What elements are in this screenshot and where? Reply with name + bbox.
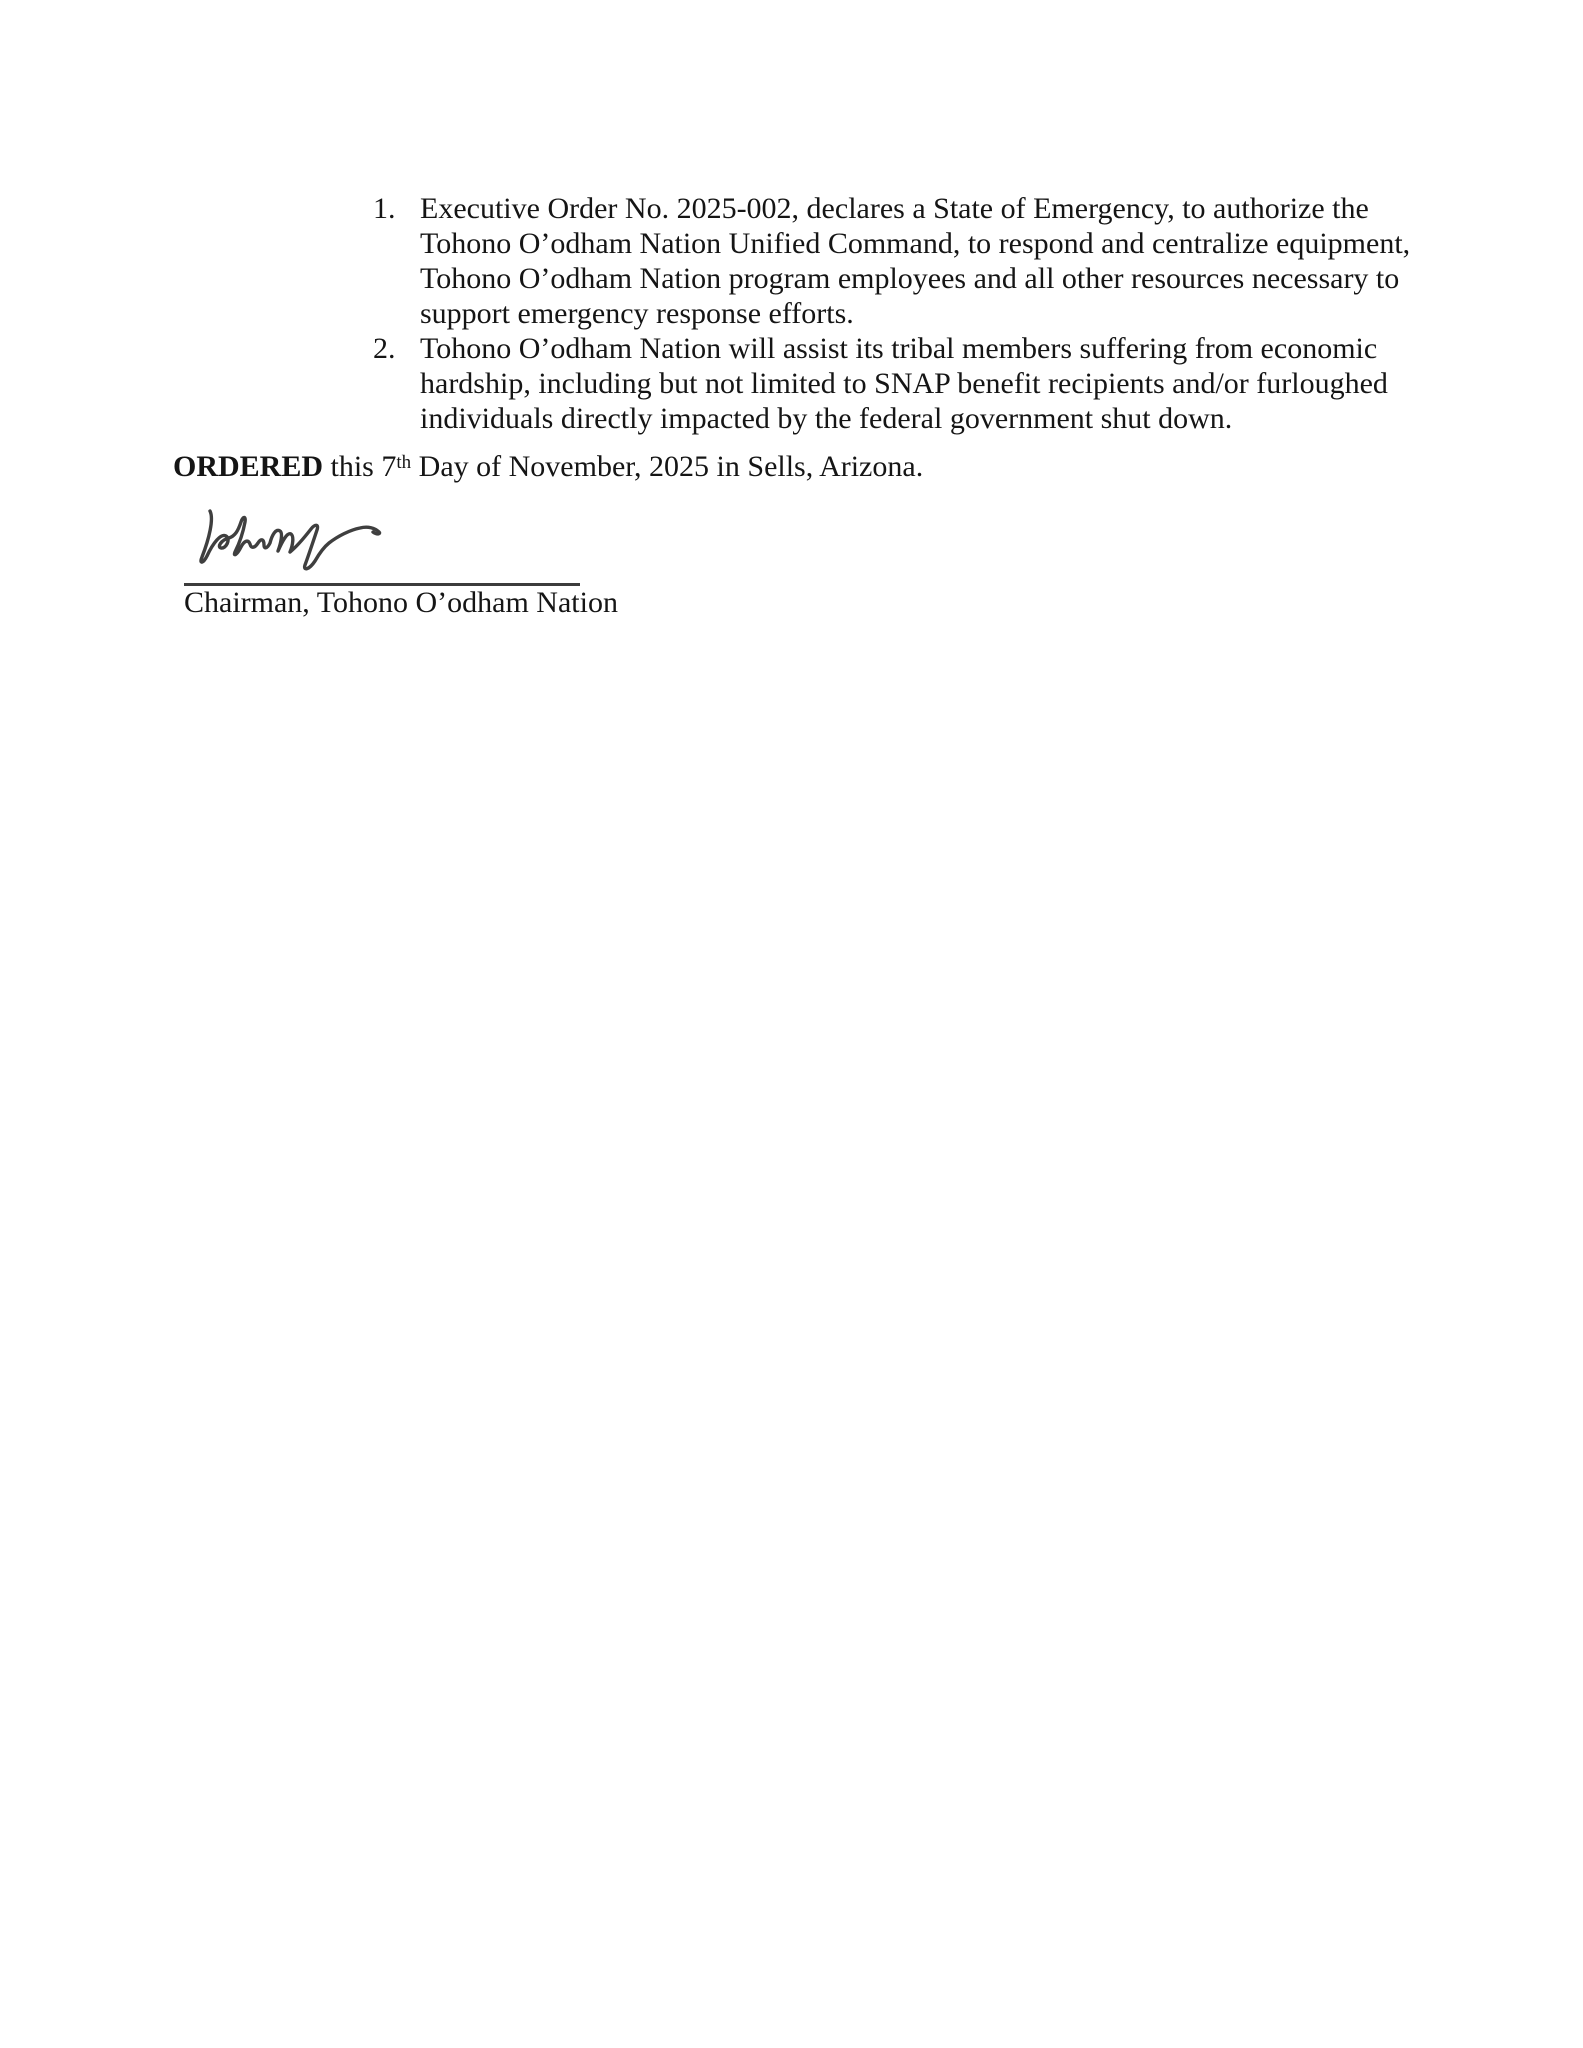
text-line: Tohono O’odham Nation Unified Command, to respond and centralize equipment, <box>420 227 1411 260</box>
text-line: Tohono O’odham Nation program employees and all other resources necessary to <box>420 262 1400 295</box>
ordered-statement <box>173 449 923 484</box>
text-line: individuals directly impacted by the federal government shut down. <box>420 402 1233 435</box>
list-item-2 <box>373 331 1410 436</box>
text-line: support emergency response efforts. <box>420 297 854 330</box>
text-line: Tohono O’odham Nation will assist its tribal members suffering from economic <box>420 332 1378 365</box>
text-line: Executive Order No. 2025-002, declares a State of Emergency, to authorize the <box>420 192 1369 225</box>
list-item-text <box>420 331 1388 436</box>
signature-ink-stroke <box>201 511 380 569</box>
handwritten-signature <box>178 497 396 581</box>
list-item-text <box>420 191 1410 331</box>
numbered-list <box>373 191 1410 436</box>
ordinal-superscript: th <box>396 452 412 474</box>
signer-title: Chairman, Tohono O’odham Nation <box>184 586 618 619</box>
list-item-number: 2. <box>373 332 396 365</box>
text-line: hardship, including but not limited to SNAP benefit recipients and/or furloughed <box>420 367 1388 400</box>
ordered-text-pre: this 7 <box>323 450 397 483</box>
list-item-1 <box>373 191 1410 331</box>
list-item-number: 1. <box>373 192 396 225</box>
ordered-text-post: Day of November, 2025 in Sells, Arizona. <box>411 450 924 483</box>
ordered-keyword: ORDERED <box>173 450 324 483</box>
